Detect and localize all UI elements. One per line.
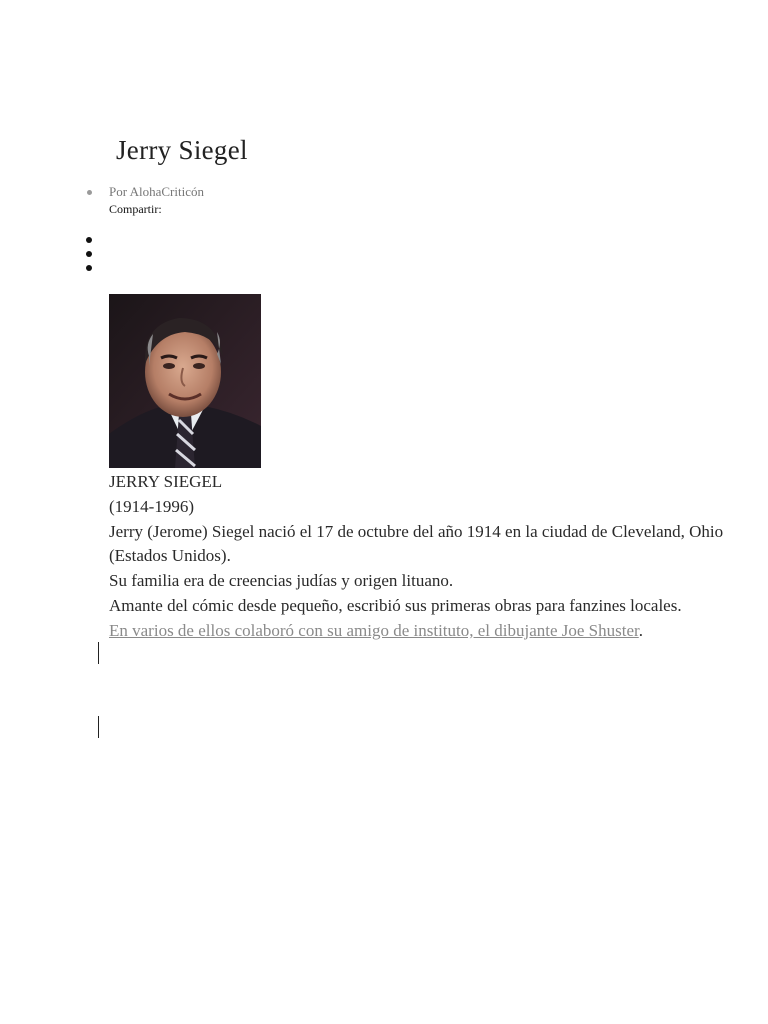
bio-name: JERRY SIEGEL [109,472,223,491]
author-byline: Por AlohaCriticón [109,184,204,199]
share-list [86,237,92,279]
article-meta [84,184,204,218]
share-item-1[interactable] [86,237,92,243]
portrait-photo-icon [109,294,261,468]
share-label: Compartir: [109,202,162,216]
article-body [109,470,729,644]
bio-comics: Amante del cómic desde pequeño, escribió sus primeras obras para fanzines locales. [109,595,682,615]
share-item-2[interactable] [86,251,92,257]
bio-birth: Jerry (Jerome) Siegel nació el 17 de octubre del año 1914 en la ciudad de Cleveland, Ohio (Estados Unidos). [109,521,724,566]
meta-item [84,184,204,218]
portrait-image [109,294,261,468]
bio-link-paragraph [109,619,729,644]
bio-family: Su familia era de creencias judías y origen lituano. [109,571,454,591]
article-title: Jerry Siegel [116,135,248,165]
bullet-icon [87,190,92,195]
text-cursor [98,642,99,664]
bio-years: (1914-1996) [109,496,194,516]
text-cursor [98,716,99,738]
shuster-link[interactable]: En varios de ellos colaboró con su amigo de instituto, el dibujante Joe Shuster [109,620,639,640]
share-item-3[interactable] [86,265,92,271]
link-suffix: . [638,620,643,640]
